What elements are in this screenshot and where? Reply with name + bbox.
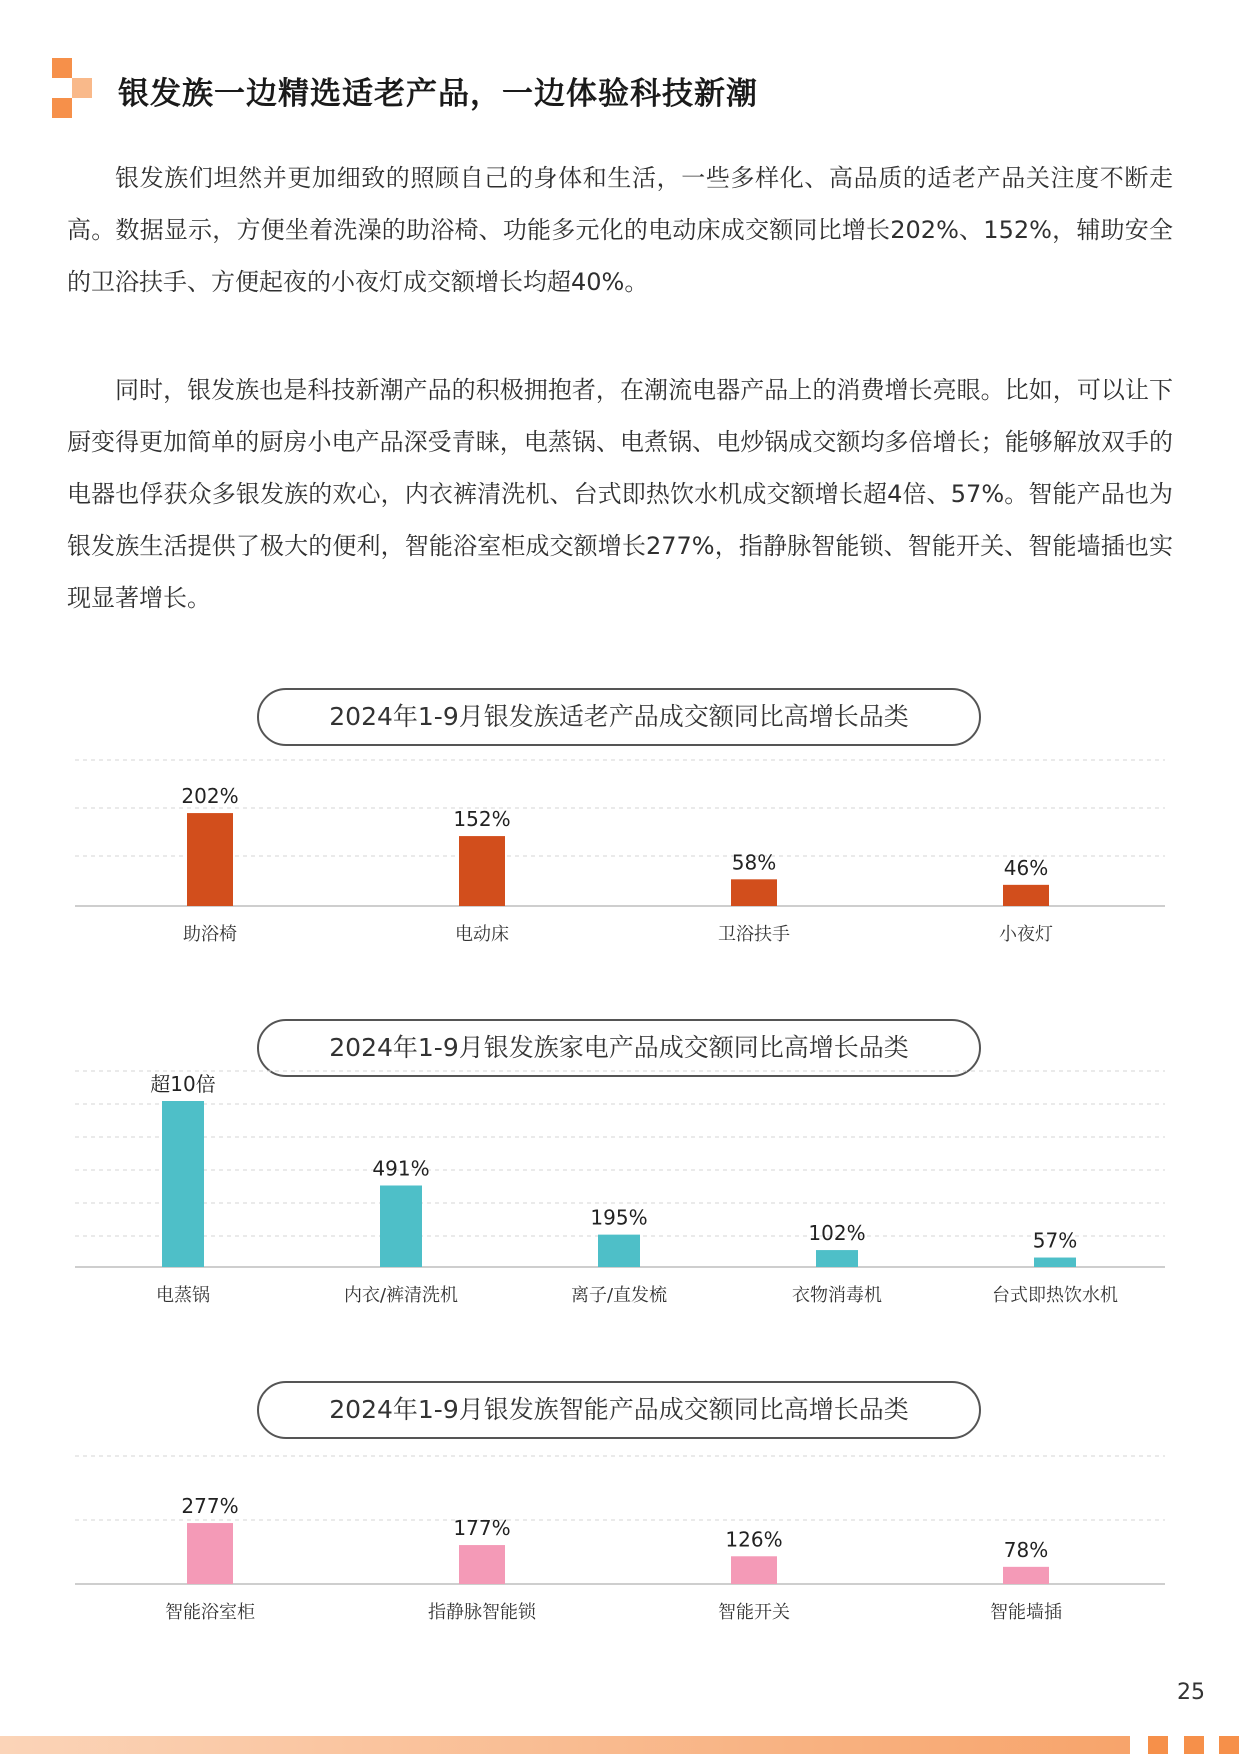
data-label: 102%: [808, 1221, 866, 1246]
logo: [52, 58, 94, 120]
category-label: 卫浴扶手: [718, 924, 790, 945]
bar: [731, 879, 777, 906]
chart-aging-products: [0, 746, 1239, 946]
data-label: 超10倍: [150, 1072, 216, 1096]
bar: [1003, 1567, 1049, 1584]
bar: [187, 813, 233, 906]
data-label: 202%: [181, 784, 239, 809]
chart-smart-products: [0, 1440, 1239, 1620]
bar: [816, 1250, 858, 1267]
category-label: 内衣/裤清洗机: [343, 1285, 459, 1306]
data-label: 57%: [1032, 1228, 1078, 1253]
category-label: 离子/直发梳: [570, 1285, 668, 1306]
bar: [380, 1185, 422, 1267]
category-label: 智能开关: [718, 1602, 790, 1620]
data-label: 58%: [731, 850, 777, 875]
paragraph-1: 银发族们坦然并更加细致的照顾自己的身体和生活，一些多样化、高品质的适老产品关注度不断走高。数据显示，方便坐着洗澡的助浴椅、功能多元化的电动床成交额同比增长202%、152%，辅助安全的卫浴扶手、方便起夜的小夜灯成交额增长均超40%。: [67, 164, 1173, 296]
bar: [187, 1523, 233, 1584]
chart-appliances: [0, 1064, 1239, 1334]
bar: [1003, 885, 1049, 906]
footer-square: [1148, 1736, 1168, 1754]
data-label: 78%: [1003, 1537, 1049, 1562]
bar: [1034, 1258, 1076, 1267]
data-label: 177%: [453, 1516, 511, 1541]
category-label: 智能墙插: [990, 1602, 1062, 1620]
category-label: 指静脉智能锁: [428, 1602, 536, 1620]
data-label: 195%: [590, 1205, 648, 1230]
category-label: 助浴椅: [183, 924, 237, 945]
category-label: 台式即热饮水机: [992, 1285, 1118, 1306]
paragraph-2: 同时，银发族也是科技新潮产品的积极拥抱者，在潮流电器产品上的消费增长亮眼。比如，可以让下厨变得更加简单的厨房小电产品深受青睐，电蒸锅、电煮锅、电炒锅成交额均多倍增长；能够解放双手的电器也俘获众多银发族的欢心，内衣裤清洗机、台式即热饮水机成交额增长超4倍、57%。智能产品也为银发族生活提供了极大的便利，智能浴室柜成交额增长277%，指静脉智能锁、智能开关、智能墙插也实现显著增长。: [67, 376, 1173, 612]
category-label: 小夜灯: [999, 924, 1053, 945]
chart2-title: 2024年1-9月银发族家电产品成交额同比高增长品类: [257, 1019, 981, 1077]
page-heading: 银发族一边精选适老产品，一边体验科技新潮: [118, 76, 758, 112]
data-label: 126%: [725, 1527, 783, 1552]
page-number: 25: [1177, 1680, 1205, 1705]
chart3-title: 2024年1-9月银发族智能产品成交额同比高增长品类: [257, 1381, 981, 1439]
bar: [459, 836, 505, 906]
data-label: 152%: [453, 807, 511, 832]
bar: [731, 1556, 777, 1584]
data-label: 277%: [181, 1494, 239, 1519]
bar: [598, 1235, 640, 1267]
category-label: 电蒸锅: [156, 1285, 210, 1306]
chart1-title: 2024年1-9月银发族适老产品成交额同比高增长品类: [257, 688, 981, 746]
footer-bar: [0, 1736, 1130, 1754]
category-label: 智能浴室柜: [165, 1602, 255, 1620]
data-label: 46%: [1003, 855, 1049, 880]
bar: [459, 1545, 505, 1584]
category-label: 电动床: [455, 924, 509, 945]
footer-square: [1184, 1736, 1204, 1754]
data-label: 491%: [372, 1156, 430, 1181]
category-label: 衣物消毒机: [792, 1285, 882, 1306]
bar: [162, 1101, 204, 1267]
footer-square: [1219, 1736, 1239, 1754]
